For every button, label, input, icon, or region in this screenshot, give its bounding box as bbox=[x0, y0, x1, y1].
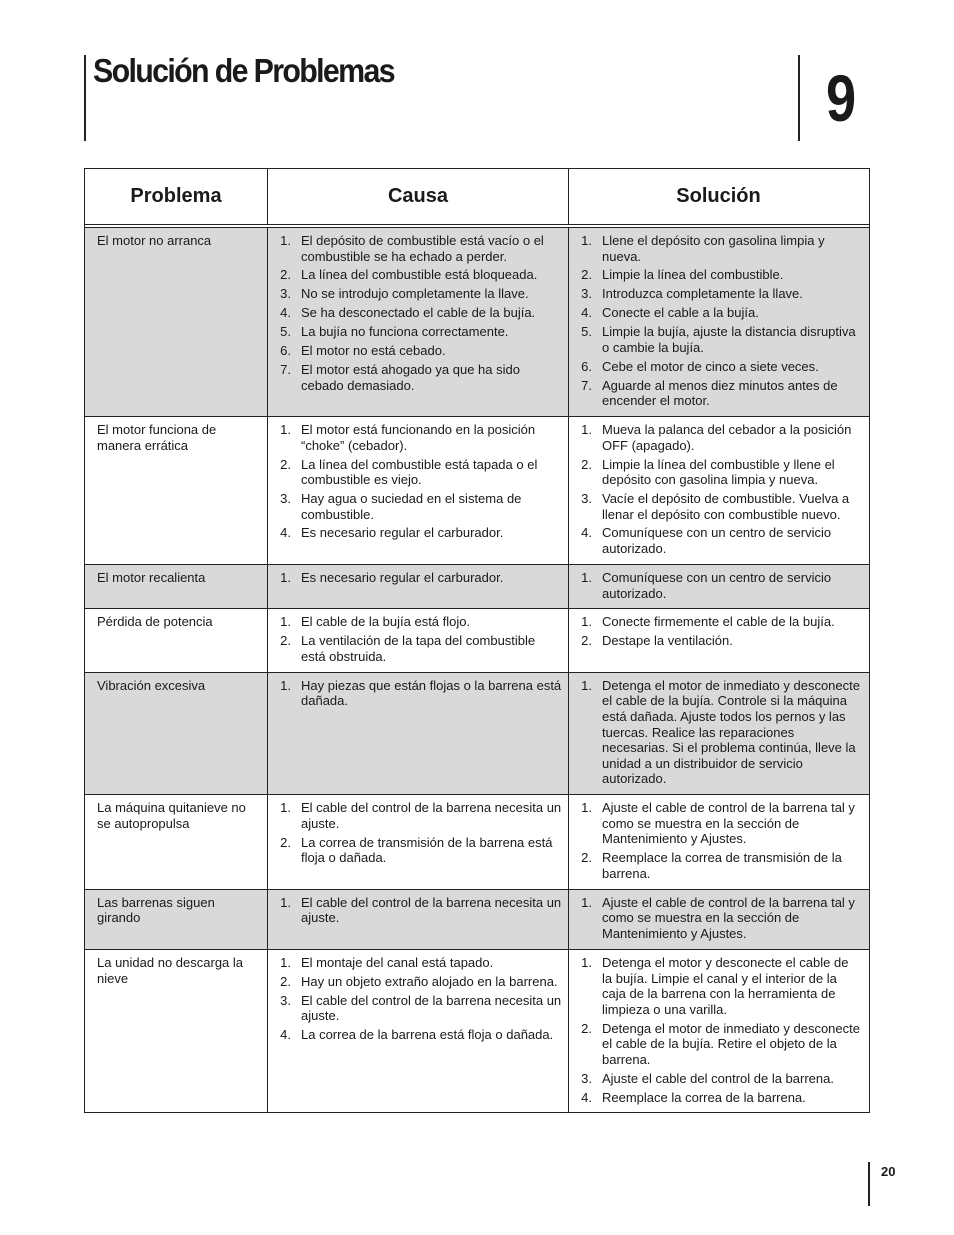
problem-cell: Vibración excesiva bbox=[97, 677, 206, 693]
problem-cell: El motor no arranca bbox=[97, 233, 212, 248]
item-number: 2. bbox=[581, 850, 592, 866]
cause-cell bbox=[267, 950, 568, 1113]
cause-item bbox=[268, 993, 562, 1024]
solution-item bbox=[569, 457, 862, 488]
solution-text: Limpie la línea del combustible. bbox=[602, 267, 784, 283]
item-number: 2. bbox=[581, 1020, 592, 1036]
cause-text: La correa de la barrena está floja o dañada. bbox=[301, 1027, 554, 1043]
solution-text: Detenga el motor y desconecte el cable de la bujía. Limpie el canal y el interior de la caja de la barrena con la herramienta de limpieza o una varilla. bbox=[602, 954, 849, 1017]
solution-item bbox=[569, 305, 862, 321]
solution-text: Vacíe el depósito de combustible. Vuelva a llenar el depósito con combustible nuevo. bbox=[602, 490, 850, 522]
cause-text: Es necesario regular el carburador. bbox=[301, 569, 504, 585]
cause-text: El cable del control de la barrena necesita un ajuste. bbox=[301, 894, 562, 926]
solution-item bbox=[569, 614, 862, 630]
header-rule-right bbox=[798, 55, 800, 141]
item-number: 1. bbox=[280, 233, 291, 248]
cause-text: Hay piezas que están flojas o la barrena está dañada. bbox=[301, 677, 562, 709]
solution-item bbox=[569, 1071, 862, 1087]
cause-item bbox=[268, 974, 562, 990]
solution-item bbox=[569, 1021, 862, 1068]
cause-item bbox=[268, 343, 562, 359]
solution-item bbox=[569, 800, 862, 847]
cause-text: La correa de transmisión de la barrena está floja o dañada. bbox=[301, 834, 553, 866]
cause-item bbox=[268, 633, 562, 664]
solution-item bbox=[569, 422, 862, 453]
troubleshooting-table bbox=[84, 168, 870, 1113]
solution-item bbox=[569, 895, 862, 942]
solution-text: Comuníquese con un centro de servicio autorizado. bbox=[602, 525, 832, 557]
solution-text: Limpie la bujía, ajuste la distancia disruptiva o cambie la bujía. bbox=[602, 324, 856, 355]
solution-item bbox=[569, 525, 862, 556]
item-number: 5. bbox=[581, 324, 592, 340]
item-number: 3. bbox=[280, 992, 291, 1008]
solution-text: Aguarde al menos diez minutos antes de encender el motor. bbox=[602, 377, 838, 409]
cause-list bbox=[268, 678, 562, 709]
column-header-cause: Causa bbox=[267, 169, 568, 224]
table-row bbox=[85, 608, 869, 671]
cause-item bbox=[268, 1027, 562, 1043]
cause-cell bbox=[267, 673, 568, 794]
solution-text: Conecte el cable a la bujía. bbox=[602, 305, 759, 321]
solution-text: Introduzca completamente la llave. bbox=[602, 286, 803, 302]
item-number: 4. bbox=[280, 525, 291, 541]
solution-list bbox=[569, 570, 862, 601]
cause-list bbox=[268, 895, 562, 926]
solution-cell bbox=[568, 417, 868, 564]
cause-cell bbox=[267, 565, 568, 608]
column-header-problem: Problema bbox=[130, 185, 222, 207]
item-number: 4. bbox=[280, 305, 291, 321]
item-number: 3. bbox=[581, 286, 592, 302]
cause-text: Hay agua o suciedad en el sistema de combustible. bbox=[301, 490, 522, 522]
item-number: 1. bbox=[581, 422, 592, 438]
solution-cell bbox=[568, 565, 868, 608]
solution-item bbox=[569, 286, 862, 302]
solution-text: Limpie la línea del combustible y llene el depósito con gasolina limpia y nueva. bbox=[602, 456, 835, 488]
problem-cell: La unidad no descarga la nieve bbox=[97, 954, 244, 986]
table-row bbox=[85, 949, 869, 1113]
solution-text: Detenga el motor de inmediato y desconecte el cable de la bujía. Retire el objeto de la barrena. bbox=[602, 1020, 860, 1067]
solution-list bbox=[569, 233, 862, 409]
solution-text: Llene el depósito con gasolina limpia y nueva. bbox=[602, 233, 825, 264]
item-number: 6. bbox=[280, 343, 291, 359]
cause-item bbox=[268, 362, 562, 393]
item-number: 7. bbox=[581, 377, 592, 393]
item-number: 4. bbox=[581, 525, 592, 541]
solution-text: Ajuste el cable de control de la barrena tal y como se muestra en la sección de Mantenimiento y Ajustes. bbox=[602, 894, 855, 942]
footer-rule bbox=[868, 1162, 870, 1206]
item-number: 3. bbox=[280, 286, 291, 302]
cause-text: El montaje del canal está tapado. bbox=[301, 954, 494, 970]
header-rule-left bbox=[84, 55, 86, 141]
item-number: 1. bbox=[581, 233, 592, 248]
solution-text: Detenga el motor de inmediato y desconecte el cable de la bujía. Controle si la máquina está dañada. Ajuste todos los pernos y las tuercas. Realice las reparaciones necesarias. Si el problema continúa, lleve la unidad a un distribuidor de servicio autorizado. bbox=[602, 677, 860, 787]
page-number: 20 bbox=[881, 1164, 896, 1179]
cause-item bbox=[268, 614, 562, 630]
cause-item bbox=[268, 570, 562, 586]
cause-item bbox=[268, 955, 562, 971]
table-row bbox=[85, 672, 869, 794]
cause-text: El cable del control de la barrena necesita un ajuste. bbox=[301, 800, 562, 831]
solution-cell bbox=[568, 673, 868, 794]
item-number: 2. bbox=[280, 267, 291, 283]
column-header-solution: Solución bbox=[568, 169, 868, 224]
solution-text: Conecte firmemente el cable de la bujía. bbox=[602, 614, 835, 630]
solution-item bbox=[569, 955, 862, 1017]
cause-item bbox=[268, 324, 562, 340]
cause-cell bbox=[267, 609, 568, 671]
item-number: 1. bbox=[581, 894, 592, 910]
chapter-number: 9 bbox=[826, 61, 857, 135]
solution-list bbox=[569, 800, 862, 881]
cause-list bbox=[268, 422, 562, 541]
cause-item bbox=[268, 800, 562, 831]
cause-cell bbox=[267, 417, 568, 564]
cause-list bbox=[268, 800, 562, 866]
item-number: 7. bbox=[280, 361, 291, 377]
solution-text: Cebe el motor de cinco a siete veces. bbox=[602, 358, 819, 374]
item-number: 1. bbox=[581, 569, 592, 585]
item-number: 4. bbox=[581, 1089, 592, 1105]
solution-cell bbox=[568, 609, 868, 671]
solution-cell bbox=[568, 795, 868, 889]
cause-text: El motor está funcionando en la posición “choke” (cebador). bbox=[301, 422, 536, 453]
item-number: 1. bbox=[581, 954, 592, 970]
solution-item bbox=[569, 233, 862, 264]
solution-text: Mueva la palanca del cebador a la posición OFF (apagado). bbox=[602, 422, 852, 453]
item-number: 1. bbox=[581, 614, 592, 630]
problem-cell: El motor recalienta bbox=[97, 569, 206, 585]
item-number: 1. bbox=[280, 614, 291, 630]
solution-text: Reemplace la correa de la barrena. bbox=[602, 1089, 806, 1105]
cause-item bbox=[268, 457, 562, 488]
solution-item bbox=[569, 633, 862, 649]
problem-cell: Pérdida de potencia bbox=[97, 614, 213, 630]
solution-text: Destape la ventilación. bbox=[602, 633, 733, 649]
item-number: 4. bbox=[581, 305, 592, 321]
cause-list bbox=[268, 570, 562, 586]
item-number: 3. bbox=[581, 1070, 592, 1086]
cause-cell bbox=[267, 890, 568, 949]
cause-item bbox=[268, 678, 562, 709]
cause-text: Hay un objeto extraño alojado en la barrena. bbox=[301, 973, 558, 989]
solution-item bbox=[569, 491, 862, 522]
solution-item bbox=[569, 678, 862, 787]
cause-text: El motor está ahogado ya que ha sido cebado demasiado. bbox=[301, 361, 520, 393]
cause-text: El depósito de combustible está vacío o el combustible se ha echado a perder. bbox=[301, 233, 544, 264]
cause-item bbox=[268, 491, 562, 522]
table-header bbox=[85, 169, 869, 228]
solution-list bbox=[569, 614, 862, 648]
problem-cell: El motor funciona de manera errática bbox=[97, 422, 217, 453]
table-row bbox=[85, 564, 869, 608]
solution-cell bbox=[568, 890, 868, 949]
solution-item bbox=[569, 267, 862, 283]
solution-list bbox=[569, 895, 862, 942]
cause-list bbox=[268, 233, 562, 393]
cause-text: El cable del control de la barrena necesita un ajuste. bbox=[301, 992, 562, 1024]
item-number: 1. bbox=[280, 569, 291, 585]
item-number: 2. bbox=[280, 633, 291, 649]
item-number: 2. bbox=[280, 973, 291, 989]
cause-item bbox=[268, 267, 562, 283]
solution-item bbox=[569, 324, 862, 355]
item-number: 2. bbox=[280, 834, 291, 850]
cause-item bbox=[268, 835, 562, 866]
cause-text: La bujía no funciona correctamente. bbox=[301, 324, 509, 340]
solution-item bbox=[569, 378, 862, 409]
table-row bbox=[85, 889, 869, 949]
solution-text: Comuníquese con un centro de servicio autorizado. bbox=[602, 569, 832, 601]
item-number: 6. bbox=[581, 358, 592, 374]
table-row bbox=[85, 416, 869, 564]
cause-text: Es necesario regular el carburador. bbox=[301, 525, 504, 541]
solution-item bbox=[569, 359, 862, 375]
cause-item bbox=[268, 233, 562, 264]
solution-list bbox=[569, 678, 862, 787]
cause-text: Se ha desconectado el cable de la bujía. bbox=[301, 305, 536, 321]
item-number: 2. bbox=[581, 267, 592, 283]
item-number: 2. bbox=[280, 456, 291, 472]
cause-item bbox=[268, 525, 562, 541]
solution-cell bbox=[568, 950, 868, 1113]
table-row bbox=[85, 794, 869, 889]
item-number: 1. bbox=[581, 800, 592, 816]
solution-text: Ajuste el cable del control de la barrena. bbox=[602, 1070, 834, 1086]
item-number: 3. bbox=[280, 490, 291, 506]
cause-list bbox=[268, 955, 562, 1043]
cause-list bbox=[268, 614, 562, 664]
solution-cell bbox=[568, 228, 868, 416]
cause-cell bbox=[267, 795, 568, 889]
cause-item bbox=[268, 305, 562, 321]
problem-cell: La máquina quitanieve no se autopropulsa bbox=[97, 800, 246, 831]
solution-list bbox=[569, 955, 862, 1105]
cause-text: El cable de la bujía está flojo. bbox=[301, 614, 471, 630]
item-number: 3. bbox=[581, 490, 592, 506]
table-row bbox=[85, 228, 869, 416]
solution-text: Ajuste el cable de control de la barrena tal y como se muestra en la sección de Mantenimiento y Ajustes. bbox=[602, 800, 855, 847]
cause-text: La línea del combustible está bloqueada. bbox=[301, 267, 538, 283]
problem-cell: Las barrenas siguen girando bbox=[97, 894, 215, 926]
table-body bbox=[85, 228, 869, 1112]
item-number: 2. bbox=[581, 633, 592, 649]
item-number: 1. bbox=[280, 677, 291, 693]
item-number: 1. bbox=[280, 954, 291, 970]
cause-item bbox=[268, 895, 562, 926]
item-number: 4. bbox=[280, 1027, 291, 1043]
item-number: 2. bbox=[581, 456, 592, 472]
cause-cell bbox=[267, 228, 568, 416]
cause-text: La ventilación de la tapa del combustible está obstruida. bbox=[301, 633, 536, 664]
item-number: 5. bbox=[280, 324, 291, 340]
cause-text: El motor no está cebado. bbox=[301, 343, 446, 359]
item-number: 1. bbox=[280, 894, 291, 910]
solution-item bbox=[569, 570, 862, 601]
solution-list bbox=[569, 422, 862, 557]
solution-text: Reemplace la correa de transmisión de la barrena. bbox=[602, 850, 842, 881]
cause-item bbox=[268, 422, 562, 453]
cause-item bbox=[268, 286, 562, 302]
solution-item bbox=[569, 850, 862, 881]
item-number: 1. bbox=[581, 677, 592, 693]
page-title: Solución de Problemas bbox=[93, 52, 394, 89]
cause-text: La línea del combustible está tapada o el combustible es viejo. bbox=[301, 456, 538, 488]
solution-item bbox=[569, 1090, 862, 1106]
item-number: 1. bbox=[280, 800, 291, 816]
cause-text: No se introdujo completamente la llave. bbox=[301, 286, 529, 302]
item-number: 1. bbox=[280, 422, 291, 438]
